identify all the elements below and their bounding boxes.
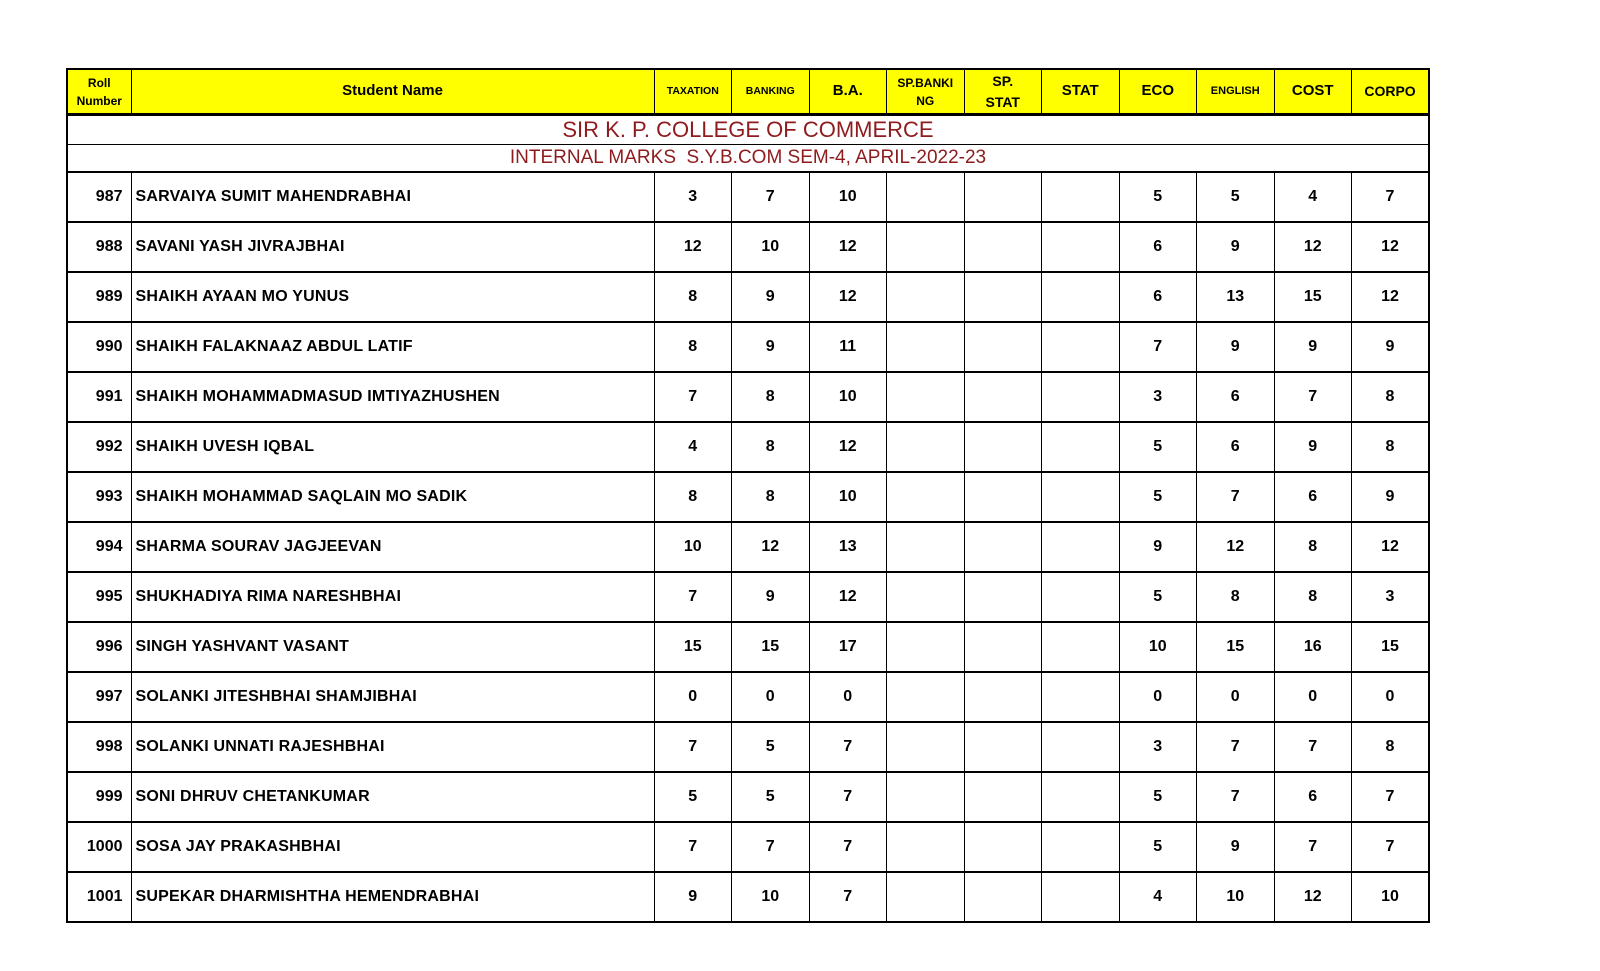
mark-cell-banking: 5 (732, 772, 810, 822)
roll-number-cell: 987 (67, 172, 131, 222)
table-row (67, 522, 1429, 572)
student-name-cell: SONI DHRUV CHETANKUMAR (131, 772, 654, 822)
header-line: COST (1291, 82, 1334, 100)
mark-cell-sp_stat (964, 472, 1042, 522)
mark-cell-english: 7 (1197, 772, 1275, 822)
mark-cell-corpo: 7 (1352, 772, 1430, 822)
mark-cell-corpo: 12 (1352, 522, 1430, 572)
mark-cell-taxation: 8 (654, 472, 732, 522)
mark-cell-banking: 9 (732, 272, 810, 322)
mark-cell-sp_stat (964, 322, 1042, 372)
mark-cell-banking: 7 (732, 172, 810, 222)
mark-cell-cost: 7 (1274, 722, 1352, 772)
subtitle-row (67, 145, 1429, 173)
mark-cell-english: 9 (1197, 222, 1275, 272)
student-name-cell: SUPEKAR DHARMISHTHA HEMENDRABHAI (131, 872, 654, 922)
mark-cell-sp_banking (887, 822, 965, 872)
column-header-roll-number (67, 69, 131, 115)
table-row (67, 372, 1429, 422)
mark-cell-cost: 6 (1274, 472, 1352, 522)
mark-cell-taxation: 8 (654, 322, 732, 372)
mark-cell-sp_stat (964, 822, 1042, 872)
header-line: STAT (1061, 82, 1099, 100)
header-line: CORPO (1364, 83, 1416, 99)
mark-cell-banking: 0 (732, 672, 810, 722)
header-line: Number (76, 93, 122, 108)
mark-cell-eco: 5 (1119, 822, 1197, 872)
mark-cell-stat (1042, 672, 1120, 722)
student-name-cell: SHAIKH AYAAN MO YUNUS (131, 272, 654, 322)
roll-number-cell: 991 (67, 372, 131, 422)
mark-cell-ba: 12 (809, 272, 887, 322)
mark-cell-sp_stat (964, 522, 1042, 572)
mark-cell-corpo: 0 (1352, 672, 1430, 722)
mark-cell-sp_stat (964, 772, 1042, 822)
mark-cell-banking: 8 (732, 472, 810, 522)
header-line: ENGLISH (1210, 85, 1260, 98)
mark-cell-sp_stat (964, 872, 1042, 922)
mark-cell-corpo: 15 (1352, 622, 1430, 672)
mark-cell-cost: 7 (1274, 372, 1352, 422)
table-row (67, 572, 1429, 622)
mark-cell-ba: 12 (809, 422, 887, 472)
mark-cell-corpo: 7 (1352, 172, 1430, 222)
mark-cell-sp_stat (964, 722, 1042, 772)
mark-cell-stat (1042, 522, 1120, 572)
mark-cell-eco: 6 (1119, 272, 1197, 322)
mark-cell-corpo: 8 (1352, 422, 1430, 472)
roll-number-cell: 989 (67, 272, 131, 322)
header-line: Roll (87, 75, 111, 90)
table-row (67, 672, 1429, 722)
mark-cell-ba: 10 (809, 472, 887, 522)
student-name-cell: SHUKHADIYA RIMA NARESHBHAI (131, 572, 654, 622)
mark-cell-eco: 4 (1119, 872, 1197, 922)
mark-cell-english: 5 (1197, 172, 1275, 222)
header-line: TAXATION (666, 84, 719, 97)
mark-cell-eco: 5 (1119, 172, 1197, 222)
mark-cell-ba: 0 (809, 672, 887, 722)
mark-cell-sp_banking (887, 422, 965, 472)
table-row (67, 322, 1429, 372)
mark-cell-banking: 8 (732, 422, 810, 472)
table-body (67, 172, 1429, 922)
mark-cell-ba: 17 (809, 622, 887, 672)
mark-cell-eco: 5 (1119, 422, 1197, 472)
mark-cell-ba: 7 (809, 822, 887, 872)
mark-cell-sp_stat (964, 572, 1042, 622)
mark-cell-corpo: 9 (1352, 322, 1430, 372)
mark-cell-cost: 16 (1274, 622, 1352, 672)
mark-cell-taxation: 10 (654, 522, 732, 572)
mark-cell-cost: 9 (1274, 422, 1352, 472)
mark-cell-eco: 6 (1119, 222, 1197, 272)
mark-cell-english: 13 (1197, 272, 1275, 322)
mark-cell-sp_banking (887, 372, 965, 422)
mark-cell-sp_banking (887, 472, 965, 522)
table-row (67, 772, 1429, 822)
mark-cell-cost: 6 (1274, 772, 1352, 822)
mark-cell-banking: 8 (732, 372, 810, 422)
column-header-ba (809, 69, 887, 115)
mark-cell-taxation: 7 (654, 822, 732, 872)
mark-cell-english: 12 (1197, 522, 1275, 572)
mark-cell-english: 15 (1197, 622, 1275, 672)
mark-cell-sp_stat (964, 372, 1042, 422)
mark-cell-sp_banking (887, 622, 965, 672)
mark-cell-stat (1042, 472, 1120, 522)
mark-cell-sp_stat (964, 622, 1042, 672)
mark-cell-cost: 8 (1274, 572, 1352, 622)
mark-cell-stat (1042, 172, 1120, 222)
mark-cell-ba: 12 (809, 222, 887, 272)
mark-cell-banking: 10 (732, 872, 810, 922)
mark-cell-stat (1042, 872, 1120, 922)
header-line: SP. (992, 72, 1014, 89)
mark-cell-ba: 13 (809, 522, 887, 572)
student-name-cell: SAVANI YASH JIVRAJBHAI (131, 222, 654, 272)
mark-cell-sp_banking (887, 872, 965, 922)
mark-cell-taxation: 5 (654, 772, 732, 822)
mark-cell-corpo: 12 (1352, 222, 1430, 272)
mark-cell-eco: 0 (1119, 672, 1197, 722)
college-title: SIR K. P. COLLEGE OF COMMERCE (67, 115, 1429, 145)
mark-cell-cost: 4 (1274, 172, 1352, 222)
mark-cell-cost: 15 (1274, 272, 1352, 322)
column-header-sp-stat (964, 69, 1042, 115)
column-header-cost (1274, 69, 1352, 115)
student-name-cell: SOSA JAY PRAKASHBHAI (131, 822, 654, 872)
student-name-cell: SARVAIYA SUMIT MAHENDRABHAI (131, 172, 654, 222)
mark-cell-eco: 5 (1119, 472, 1197, 522)
column-header-corpo (1352, 69, 1430, 115)
column-header-stat (1042, 69, 1120, 115)
mark-cell-eco: 3 (1119, 722, 1197, 772)
mark-cell-taxation: 12 (654, 222, 732, 272)
mark-cell-ba: 10 (809, 172, 887, 222)
mark-cell-eco: 3 (1119, 372, 1197, 422)
student-name-cell: SHAIKH MOHAMMADMASUD IMTIYAZHUSHEN (131, 372, 654, 422)
mark-cell-english: 6 (1197, 372, 1275, 422)
mark-cell-english: 7 (1197, 472, 1275, 522)
student-name-cell: SHARMA SOURAV JAGJEEVAN (131, 522, 654, 572)
marks-sheet (66, 68, 1430, 923)
mark-cell-sp_banking (887, 222, 965, 272)
mark-cell-eco: 10 (1119, 622, 1197, 672)
mark-cell-sp_stat (964, 222, 1042, 272)
mark-cell-cost: 0 (1274, 672, 1352, 722)
mark-cell-sp_banking (887, 722, 965, 772)
table-header-row (67, 69, 1429, 115)
mark-cell-english: 6 (1197, 422, 1275, 472)
mark-cell-stat (1042, 272, 1120, 322)
student-name-cell: SHAIKH MOHAMMAD SAQLAIN MO SADIK (131, 472, 654, 522)
mark-cell-taxation: 9 (654, 872, 732, 922)
mark-cell-sp_banking (887, 322, 965, 372)
mark-cell-cost: 12 (1274, 222, 1352, 272)
mark-cell-stat (1042, 622, 1120, 672)
mark-cell-ba: 11 (809, 322, 887, 372)
student-name-cell: SHAIKH UVESH IQBAL (131, 422, 654, 472)
mark-cell-sp_stat (964, 672, 1042, 722)
roll-number-cell: 988 (67, 222, 131, 272)
table-row (67, 822, 1429, 872)
mark-cell-sp_banking (887, 272, 965, 322)
mark-cell-eco: 7 (1119, 322, 1197, 372)
mark-cell-sp_stat (964, 272, 1042, 322)
mark-cell-english: 10 (1197, 872, 1275, 922)
mark-cell-stat (1042, 572, 1120, 622)
table-row (67, 222, 1429, 272)
mark-cell-taxation: 7 (654, 722, 732, 772)
mark-cell-english: 7 (1197, 722, 1275, 772)
mark-cell-english: 0 (1197, 672, 1275, 722)
table-row (67, 622, 1429, 672)
mark-cell-ba: 7 (809, 872, 887, 922)
table-row (67, 872, 1429, 922)
mark-cell-cost: 7 (1274, 822, 1352, 872)
title-row (67, 115, 1429, 145)
mark-cell-banking: 7 (732, 822, 810, 872)
student-name-cell: SOLANKI UNNATI RAJESHBHAI (131, 722, 654, 772)
table-row (67, 472, 1429, 522)
column-header-english (1197, 69, 1275, 115)
mark-cell-sp_stat (964, 422, 1042, 472)
header-line: ECO (1141, 82, 1174, 100)
roll-number-cell: 993 (67, 472, 131, 522)
mark-cell-sp_banking (887, 772, 965, 822)
mark-cell-banking: 10 (732, 222, 810, 272)
roll-number-cell: 1001 (67, 872, 131, 922)
mark-cell-taxation: 7 (654, 372, 732, 422)
mark-cell-taxation: 15 (654, 622, 732, 672)
mark-cell-sp_banking (887, 172, 965, 222)
mark-cell-ba: 12 (809, 572, 887, 622)
mark-cell-stat (1042, 322, 1120, 372)
header-line: Student Name (342, 82, 443, 100)
mark-cell-sp_banking (887, 522, 965, 572)
roll-number-cell: 999 (67, 772, 131, 822)
header-line: STAT (985, 93, 1020, 110)
student-name-cell: SINGH YASHVANT VASANT (131, 622, 654, 672)
mark-cell-taxation: 7 (654, 572, 732, 622)
student-name-cell: SHAIKH FALAKNAAZ ABDUL LATIF (131, 322, 654, 372)
header-line: SP.BANKI (897, 75, 954, 90)
mark-cell-corpo: 12 (1352, 272, 1430, 322)
mark-cell-cost: 9 (1274, 322, 1352, 372)
mark-cell-banking: 15 (732, 622, 810, 672)
mark-cell-ba: 10 (809, 372, 887, 422)
roll-number-cell: 995 (67, 572, 131, 622)
table-row (67, 422, 1429, 472)
column-header-student-name (131, 69, 654, 115)
mark-cell-stat (1042, 772, 1120, 822)
header-line: B.A. (832, 82, 863, 100)
column-header-taxation (654, 69, 732, 115)
mark-cell-corpo: 3 (1352, 572, 1430, 622)
roll-number-cell: 1000 (67, 822, 131, 872)
mark-cell-banking: 12 (732, 522, 810, 572)
table-row (67, 272, 1429, 322)
mark-cell-english: 8 (1197, 572, 1275, 622)
mark-cell-sp_banking (887, 572, 965, 622)
mark-cell-corpo: 8 (1352, 372, 1430, 422)
column-header-banking (732, 69, 810, 115)
mark-cell-sp_banking (887, 672, 965, 722)
mark-cell-taxation: 0 (654, 672, 732, 722)
marks-table (66, 68, 1430, 923)
mark-cell-stat (1042, 822, 1120, 872)
column-header-eco (1119, 69, 1197, 115)
mark-cell-corpo: 9 (1352, 472, 1430, 522)
roll-number-cell: 992 (67, 422, 131, 472)
mark-cell-eco: 9 (1119, 522, 1197, 572)
mark-cell-stat (1042, 422, 1120, 472)
mark-cell-english: 9 (1197, 822, 1275, 872)
mark-cell-eco: 5 (1119, 572, 1197, 622)
mark-cell-taxation: 4 (654, 422, 732, 472)
mark-cell-banking: 9 (732, 322, 810, 372)
mark-cell-ba: 7 (809, 722, 887, 772)
roll-number-cell: 994 (67, 522, 131, 572)
roll-number-cell: 996 (67, 622, 131, 672)
header-line: BANKING (745, 84, 795, 97)
roll-number-cell: 997 (67, 672, 131, 722)
mark-cell-stat (1042, 722, 1120, 772)
mark-cell-cost: 12 (1274, 872, 1352, 922)
column-header-sp-banking (887, 69, 965, 115)
mark-cell-banking: 5 (732, 722, 810, 772)
mark-cell-banking: 9 (732, 572, 810, 622)
table-row (67, 722, 1429, 772)
student-name-cell: SOLANKI JITESHBHAI SHAMJIBHAI (131, 672, 654, 722)
mark-cell-eco: 5 (1119, 772, 1197, 822)
header-line: NG (916, 93, 935, 108)
mark-cell-corpo: 8 (1352, 722, 1430, 772)
report-subtitle: INTERNAL MARKS S.Y.B.COM SEM-4, APRIL-2022-23 (67, 145, 1429, 173)
table-row (67, 172, 1429, 222)
roll-number-cell: 990 (67, 322, 131, 372)
mark-cell-corpo: 10 (1352, 872, 1430, 922)
mark-cell-stat (1042, 372, 1120, 422)
mark-cell-taxation: 3 (654, 172, 732, 222)
mark-cell-stat (1042, 222, 1120, 272)
roll-number-cell: 998 (67, 722, 131, 772)
mark-cell-english: 9 (1197, 322, 1275, 372)
mark-cell-taxation: 8 (654, 272, 732, 322)
mark-cell-corpo: 7 (1352, 822, 1430, 872)
mark-cell-sp_stat (964, 172, 1042, 222)
mark-cell-ba: 7 (809, 772, 887, 822)
mark-cell-cost: 8 (1274, 522, 1352, 572)
